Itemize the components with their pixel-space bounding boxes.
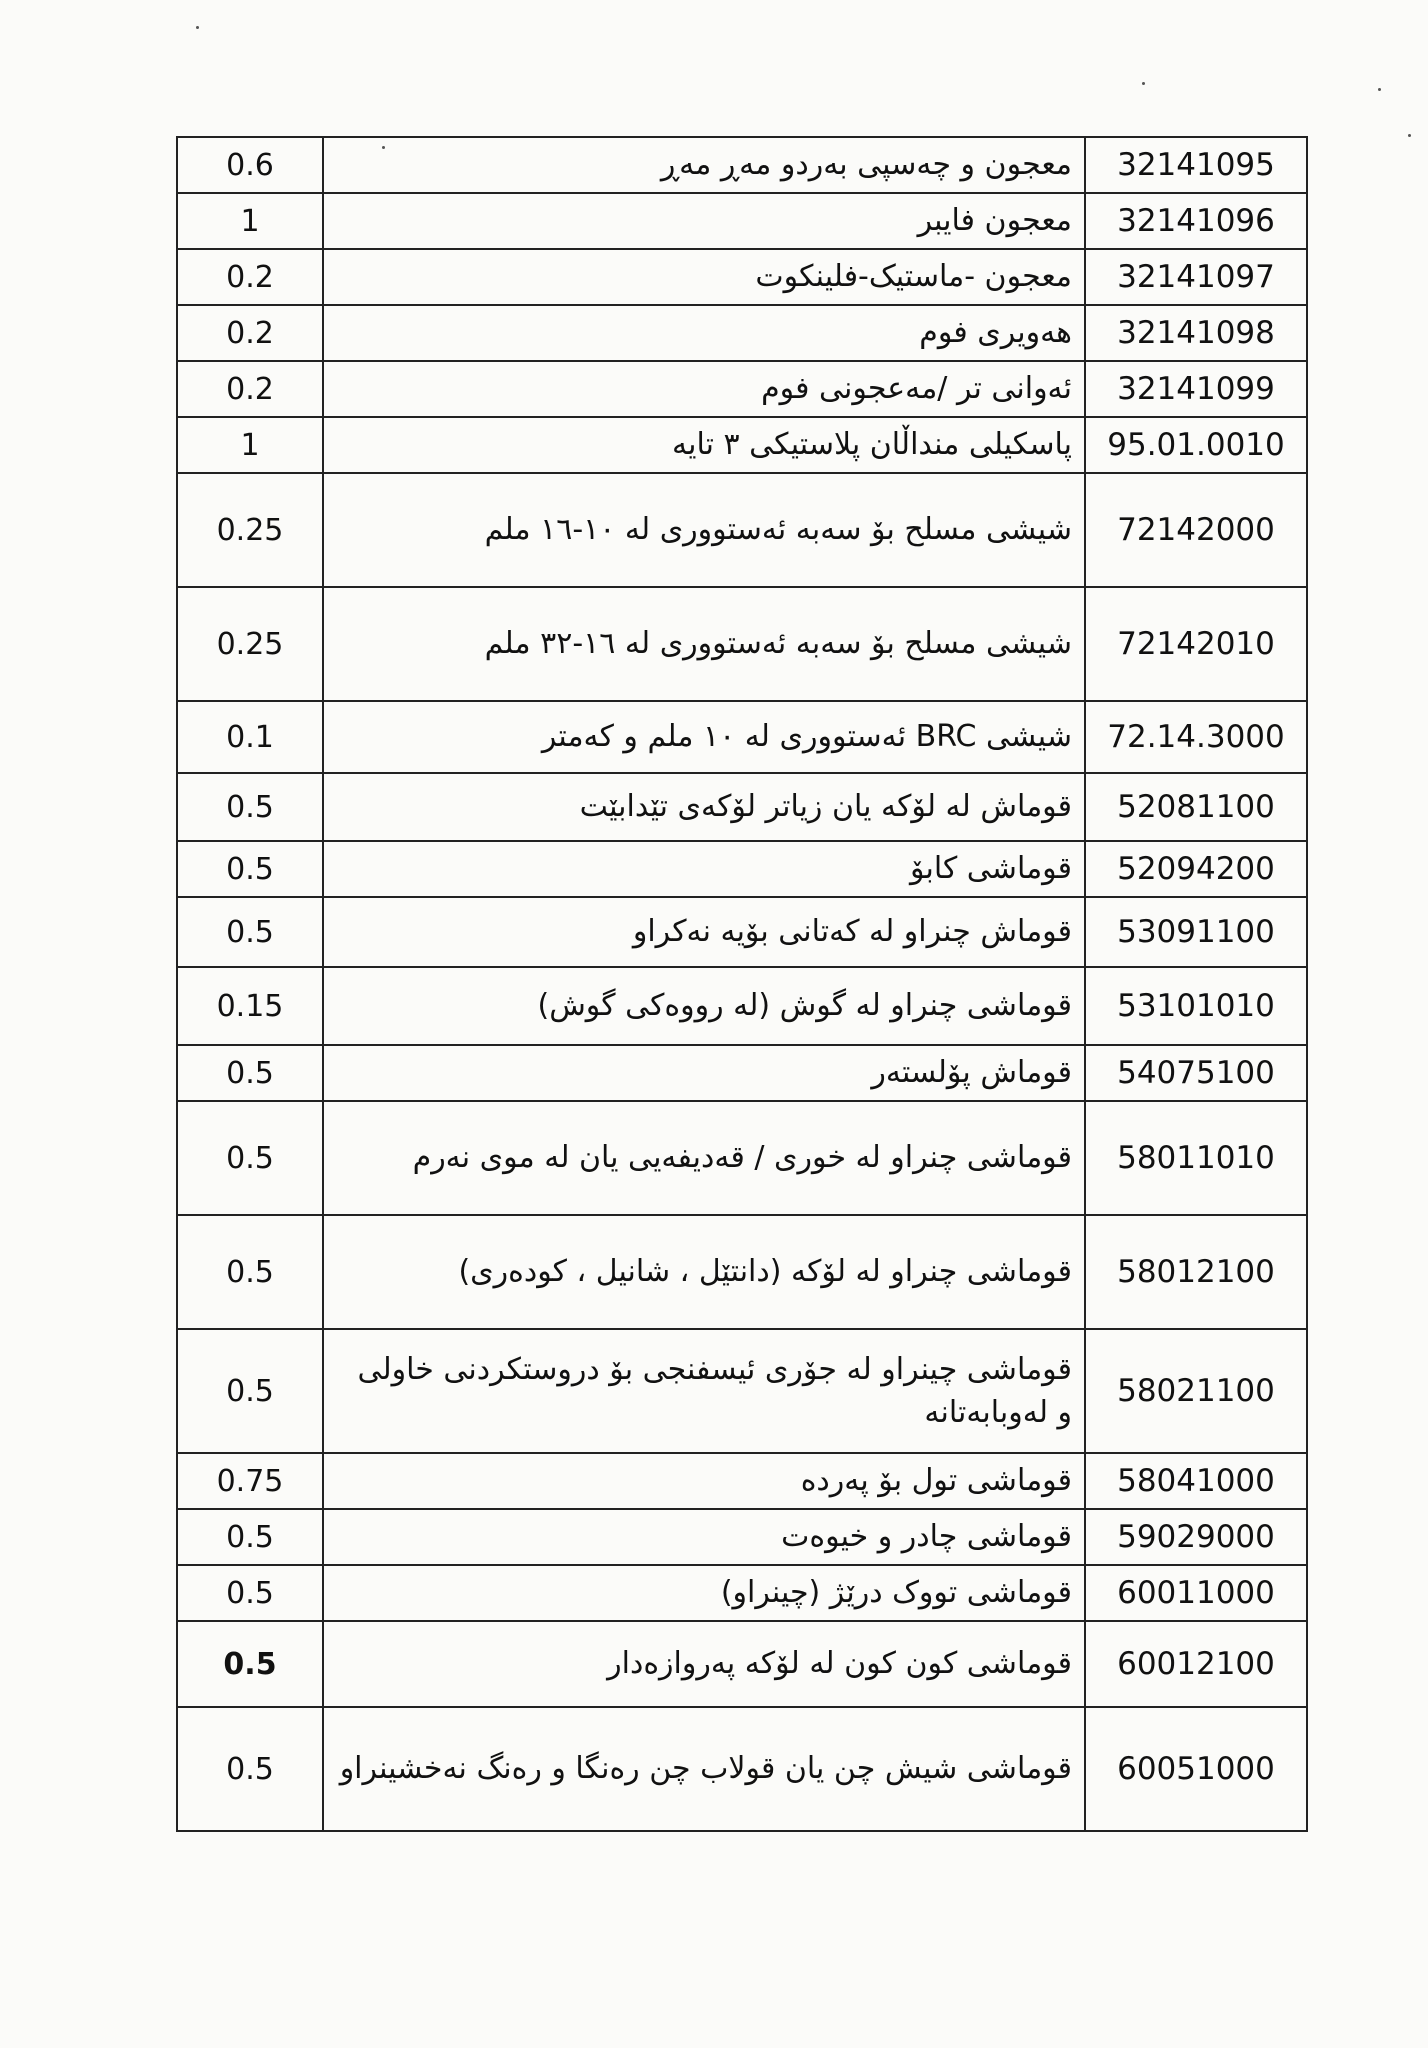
rate-cell: 0.2 xyxy=(177,249,323,305)
description-cell: شیشی مسلح بۆ سەبە ئەستووری لە ١٦-٣٢ ملم xyxy=(323,587,1085,701)
rate-cell: 0.2 xyxy=(177,361,323,417)
description-cell: قوماشی چینراو لە جۆری ئیسفنجی بۆ دروستکردنی خاولی و لەوبابەتانە xyxy=(323,1329,1085,1453)
description-cell: قوماشی کابۆ xyxy=(323,841,1085,897)
tariff-table xyxy=(176,136,1308,1832)
table-row xyxy=(177,1101,1307,1215)
code-cell: 53101010 xyxy=(1085,967,1307,1045)
rate-cell: 0.1 xyxy=(177,701,323,773)
description-cell: معجون و چەسپی بەردو مەڕ مەڕ xyxy=(323,137,1085,193)
rate-cell: 0.5 xyxy=(177,1045,323,1101)
description-cell: شیشی BRC ئەستووری لە ١٠ ملم و کەمتر xyxy=(323,701,1085,773)
table-row xyxy=(177,361,1307,417)
description-cell: قوماش چنراو لە کەتانی بۆیە نەکراو xyxy=(323,897,1085,967)
rate-cell: 0.25 xyxy=(177,473,323,587)
scan-speck xyxy=(1378,88,1381,91)
table-row xyxy=(177,473,1307,587)
table-row xyxy=(177,967,1307,1045)
rate-cell: 0.6 xyxy=(177,137,323,193)
code-cell: 52094200 xyxy=(1085,841,1307,897)
description-cell: قوماشی شیش چن یان قولاب چن رەنگا و رەنگ نەخشینراو xyxy=(323,1707,1085,1831)
rate-cell: 0.75 xyxy=(177,1453,323,1509)
description-cell: معجون -ماستیک-فلینکوت xyxy=(323,249,1085,305)
description-cell: قوماشی چادر و خیوەت xyxy=(323,1509,1085,1565)
table-row xyxy=(177,1565,1307,1621)
code-cell: 59029000 xyxy=(1085,1509,1307,1565)
rate-cell: 0.15 xyxy=(177,967,323,1045)
rate-cell: 1 xyxy=(177,193,323,249)
rate-cell: 0.5 xyxy=(177,773,323,841)
description-cell: قوماشی چنراو لە خوری / قەدیفەیی یان لە موی نەرم xyxy=(323,1101,1085,1215)
table-row xyxy=(177,1045,1307,1101)
table-row xyxy=(177,417,1307,473)
code-cell: 32141095 xyxy=(1085,137,1307,193)
rate-cell: 0.5 xyxy=(177,1707,323,1831)
code-cell: 72142010 xyxy=(1085,587,1307,701)
code-cell: 95.01.0010 xyxy=(1085,417,1307,473)
rate-cell: 0.5 xyxy=(177,1565,323,1621)
rate-cell: 0.5 xyxy=(177,1101,323,1215)
code-cell: 32141096 xyxy=(1085,193,1307,249)
code-cell: 60012100 xyxy=(1085,1621,1307,1707)
description-cell: قوماشی چنراو لە لۆکە (دانتێل ، شانیل ، کودەری) xyxy=(323,1215,1085,1329)
code-cell: 58041000 xyxy=(1085,1453,1307,1509)
rate-cell: 0.5 xyxy=(177,841,323,897)
code-cell: 58011010 xyxy=(1085,1101,1307,1215)
rate-cell: 0.5 xyxy=(177,1509,323,1565)
table-row xyxy=(177,1329,1307,1453)
code-cell: 60011000 xyxy=(1085,1565,1307,1621)
code-cell: 60051000 xyxy=(1085,1707,1307,1831)
code-cell: 58021100 xyxy=(1085,1329,1307,1453)
scan-speck xyxy=(1408,134,1411,137)
table-row xyxy=(177,1509,1307,1565)
description-cell: قوماشی تووک درێژ (چینراو) xyxy=(323,1565,1085,1621)
rate-cell: 0.5 xyxy=(177,1621,323,1707)
table-row xyxy=(177,897,1307,967)
rate-cell: 0.5 xyxy=(177,1215,323,1329)
description-cell: معجون فایبر xyxy=(323,193,1085,249)
rate-cell: 1 xyxy=(177,417,323,473)
description-cell: پاسکیلی منداڵان پلاستیکی ٣ تایە xyxy=(323,417,1085,473)
table-row xyxy=(177,701,1307,773)
code-cell: 52081100 xyxy=(1085,773,1307,841)
code-cell: 72.14.3000 xyxy=(1085,701,1307,773)
table-row xyxy=(177,841,1307,897)
description-cell: قوماش پۆلستەر xyxy=(323,1045,1085,1101)
table-row xyxy=(177,1215,1307,1329)
description-cell: قوماشی کون کون لە لۆکە پەروازەدار xyxy=(323,1621,1085,1707)
table-row xyxy=(177,587,1307,701)
description-cell: قوماشی چنراو لە گوش (لە رووەکی گوش) xyxy=(323,967,1085,1045)
table-row xyxy=(177,1453,1307,1509)
code-cell: 32141099 xyxy=(1085,361,1307,417)
table-row xyxy=(177,1707,1307,1831)
table-row xyxy=(177,137,1307,193)
code-cell: 53091100 xyxy=(1085,897,1307,967)
scan-speck xyxy=(1142,82,1145,85)
table-row xyxy=(177,249,1307,305)
rate-cell: 0.25 xyxy=(177,587,323,701)
code-cell: 32141098 xyxy=(1085,305,1307,361)
code-cell: 72142000 xyxy=(1085,473,1307,587)
table-row xyxy=(177,305,1307,361)
code-cell: 32141097 xyxy=(1085,249,1307,305)
table-row xyxy=(177,773,1307,841)
code-cell: 58012100 xyxy=(1085,1215,1307,1329)
scan-speck xyxy=(196,26,199,29)
rate-cell: 0.5 xyxy=(177,897,323,967)
description-cell: قوماشی تول بۆ پەردە xyxy=(323,1453,1085,1509)
rate-cell: 0.5 xyxy=(177,1329,323,1453)
code-cell: 54075100 xyxy=(1085,1045,1307,1101)
description-cell: ئەوانی تر /مەعجونی فوم xyxy=(323,361,1085,417)
rate-cell: 0.2 xyxy=(177,305,323,361)
description-cell: هەویری فوم xyxy=(323,305,1085,361)
description-cell: قوماش لە لۆکە یان زیاتر لۆکەی تێدابێت xyxy=(323,773,1085,841)
table-row xyxy=(177,1621,1307,1707)
table-row xyxy=(177,193,1307,249)
description-cell: شیشی مسلح بۆ سەبە ئەستووری لە ١٠-١٦ ملم xyxy=(323,473,1085,587)
